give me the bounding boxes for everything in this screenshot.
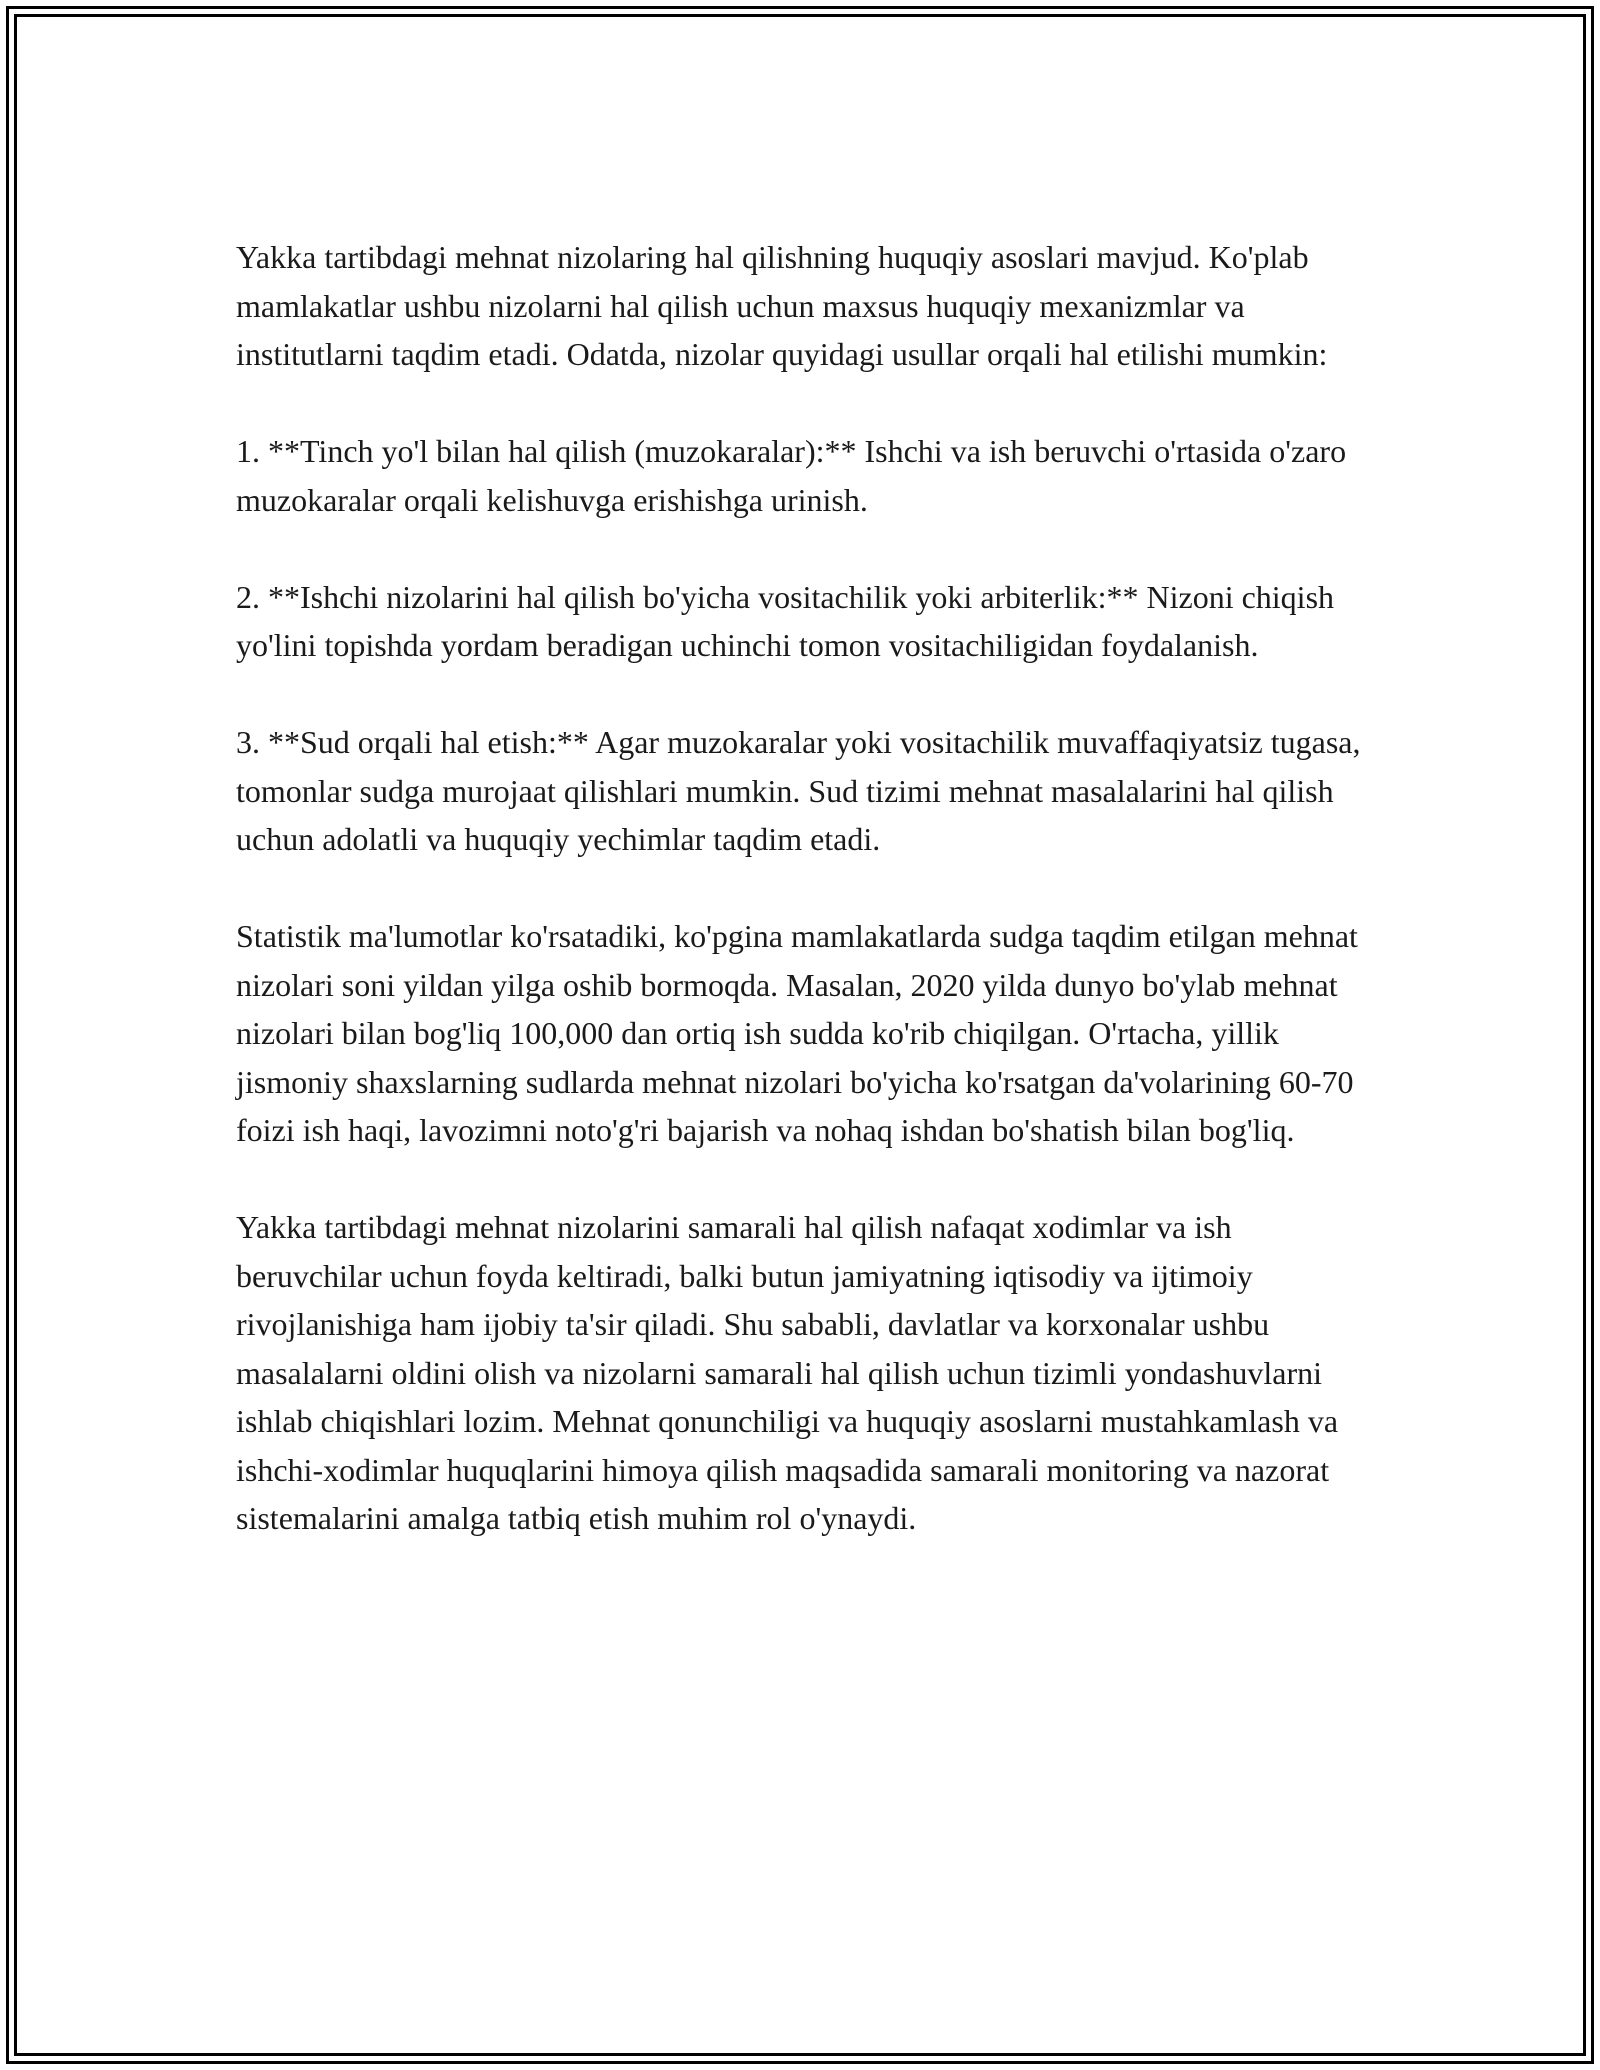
paragraph-item-1: 1. **Tinch yo'l bilan hal qilish (muzokaralar):** Ishchi va ish beruvchi o'rtasida o'zaro muzokaralar orqali kelishuvga erishishga urinish. xyxy=(236,433,1347,518)
paragraph-intro: Yakka tartibdagi mehnat nizolaring hal qilishning huquqiy asoslari mavjud. Ko'plab mamlakatlar ushbu nizolarni hal qilish uchun maxsus huquqiy mexanizmlar va institutlarni taqdim etadi. Odatda, nizolar quyidagi usullar orqali hal etilishi mumkin: xyxy=(236,239,1328,372)
paragraph-conclusion: Yakka tartibdagi mehnat nizolarini samarali hal qilish nafaqat xodimlar va ish beruvchilar uchun foyda keltiradi, balki butun jamiyatning iqtisodiy va ijtimoiy rivojlanishiga ham ijobiy ta'sir qiladi. Shu sababli, davlatlar va korxonalar ushbu masalalarni oldini olish va nizolarni samarali hal qilish uchun tizimli yondashuvlarni ishlab chiqishlari lozim. Mehnat qonunchiligi va huquqiy asoslarni mustahkamlash va ishchi-xodimlar huquqlarini himoya qilish maqsadida samarali monitoring va nazorat sistemalarini amalga tatbiq etish muhim rol o'ynaydi. xyxy=(236,1209,1339,1536)
document-body xyxy=(236,233,1366,1543)
paragraph-item-3: 3. **Sud orqali hal etish:** Agar muzokaralar yoki vositachilik muvaffaqiyatsiz tugasa, tomonlar sudga murojaat qilishlari mumkin. Sud tizimi mehnat masalalarini hal qilish uchun adolatli va huquqiy yechimlar taqdim etadi. xyxy=(236,724,1361,857)
paragraph-item-2: 2. **Ishchi nizolarini hal qilish bo'yicha vositachilik yoki arbiterlik:** Nizoni chiqish yo'lini topishda yordam beradigan uchinchi tomon vositachiligidan foydalanish. xyxy=(236,578,1335,663)
paragraph-statistics: Statistik ma'lumotlar ko'rsatadiki, ko'pgina mamlakatlarda sudga taqdim etilgan mehnat nizolari soni yildan yilga oshib bormoqda. Masalan, 2020 yilda dunyo bo'ylab mehnat nizolari bilan bog'liq 100,000 dan ortiq ish sudda ko'rib chiqilgan. O'rtacha, yillik jismoniy shaxslarning sudlarda mehnat nizolari bo'yicha ko'rsatgan da'volarining 60-70 foizi ish haqi, lavozimni noto'g'ri bajarish va nohaq ishdan bo'shatish bilan bog'liq. xyxy=(236,918,1358,1148)
